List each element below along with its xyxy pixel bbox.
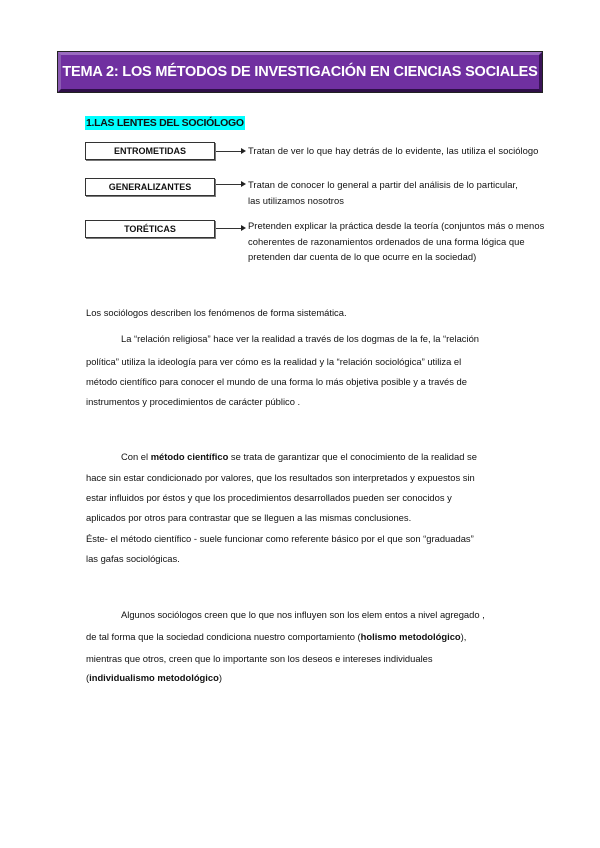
title-banner [58,52,542,92]
paragraph-line: aplicados por otros para contrastar que se lleguen a las mismas conclusiones. [86,512,412,523]
section-heading: 1.LAS LENTES DEL SOCIÓLOGO [86,117,244,129]
paragraph-line: hace sin estar condicionado por valores, que los resultados son interpretados y expuestos sin [86,472,475,483]
lens-box-entrometidas: ENTROMETIDAS [85,142,215,160]
lens-box-toreticas: TORÉTICAS [85,220,215,238]
paragraph-line: Con el método científico se trata de garantizar que el conocimiento de la realidad se [121,451,477,462]
paragraph-line: método científico para conocer el mundo de una forma lo más objetiva posible y a través de [86,376,467,387]
lens-desc-entrometidas: Tratan de ver lo que hay detrás de lo evidente, las utiliza el sociólogo [248,145,539,156]
paragraph-line: política” utiliza la ideología para ver cómo es la realidad y la “relación sociológica” utiliza el [86,356,462,367]
paragraph-line: las gafas sociológicas. [86,553,180,564]
paragraph-line: (individualismo metodológico) [86,672,222,683]
paragraph-line: de tal forma que la sociedad condiciona nuestro comportamiento (holismo metodológico), [86,631,467,642]
lens-box-generalizantes: GENERALIZANTES [85,178,215,196]
lens-desc-toreticas: Pretenden explicar la práctica desde la teoría (conjuntos más o menos coherentes de razonamientos ordenados de una forma lógica que pretenden dar cuenta de lo que ocurre en la sociedad) [248,220,545,262]
arrow-icon [216,184,244,185]
paragraph-line: Éste- el método científico - suele funcionar como referente básico por el que son “graduadas” [86,533,474,544]
paragraph-line: Los sociólogos describen los fenómenos de forma sistemática. [86,307,347,318]
paragraph-line: Algunos sociólogos creen que lo que nos influyen son los elem entos a nivel agregado , [121,609,485,620]
arrow-icon [216,151,244,152]
paragraph-line: La “relación religiosa” hace ver la realidad a través de los dogmas de la fe, la “relación [121,333,480,344]
paragraph-line: mientras que otros, creen que lo importante son los deseos e intereses individuales [86,653,433,664]
page-title: TEMA 2: LOS MÉTODOS DE INVESTIGACIÓN EN CIENCIAS SOCIALES [62,64,538,80]
paragraph-line: estar influidos por éstos y que los procedimientos desarrollados pueden ser conocidos y [86,492,452,503]
lens-desc-generalizantes: Tratan de conocer lo general a partir del análisis de lo particular, las utilizamos nosotros [248,179,518,206]
paragraph-line: instrumentos y procedimientos de carácter público . [86,396,301,407]
arrow-icon [216,228,244,229]
